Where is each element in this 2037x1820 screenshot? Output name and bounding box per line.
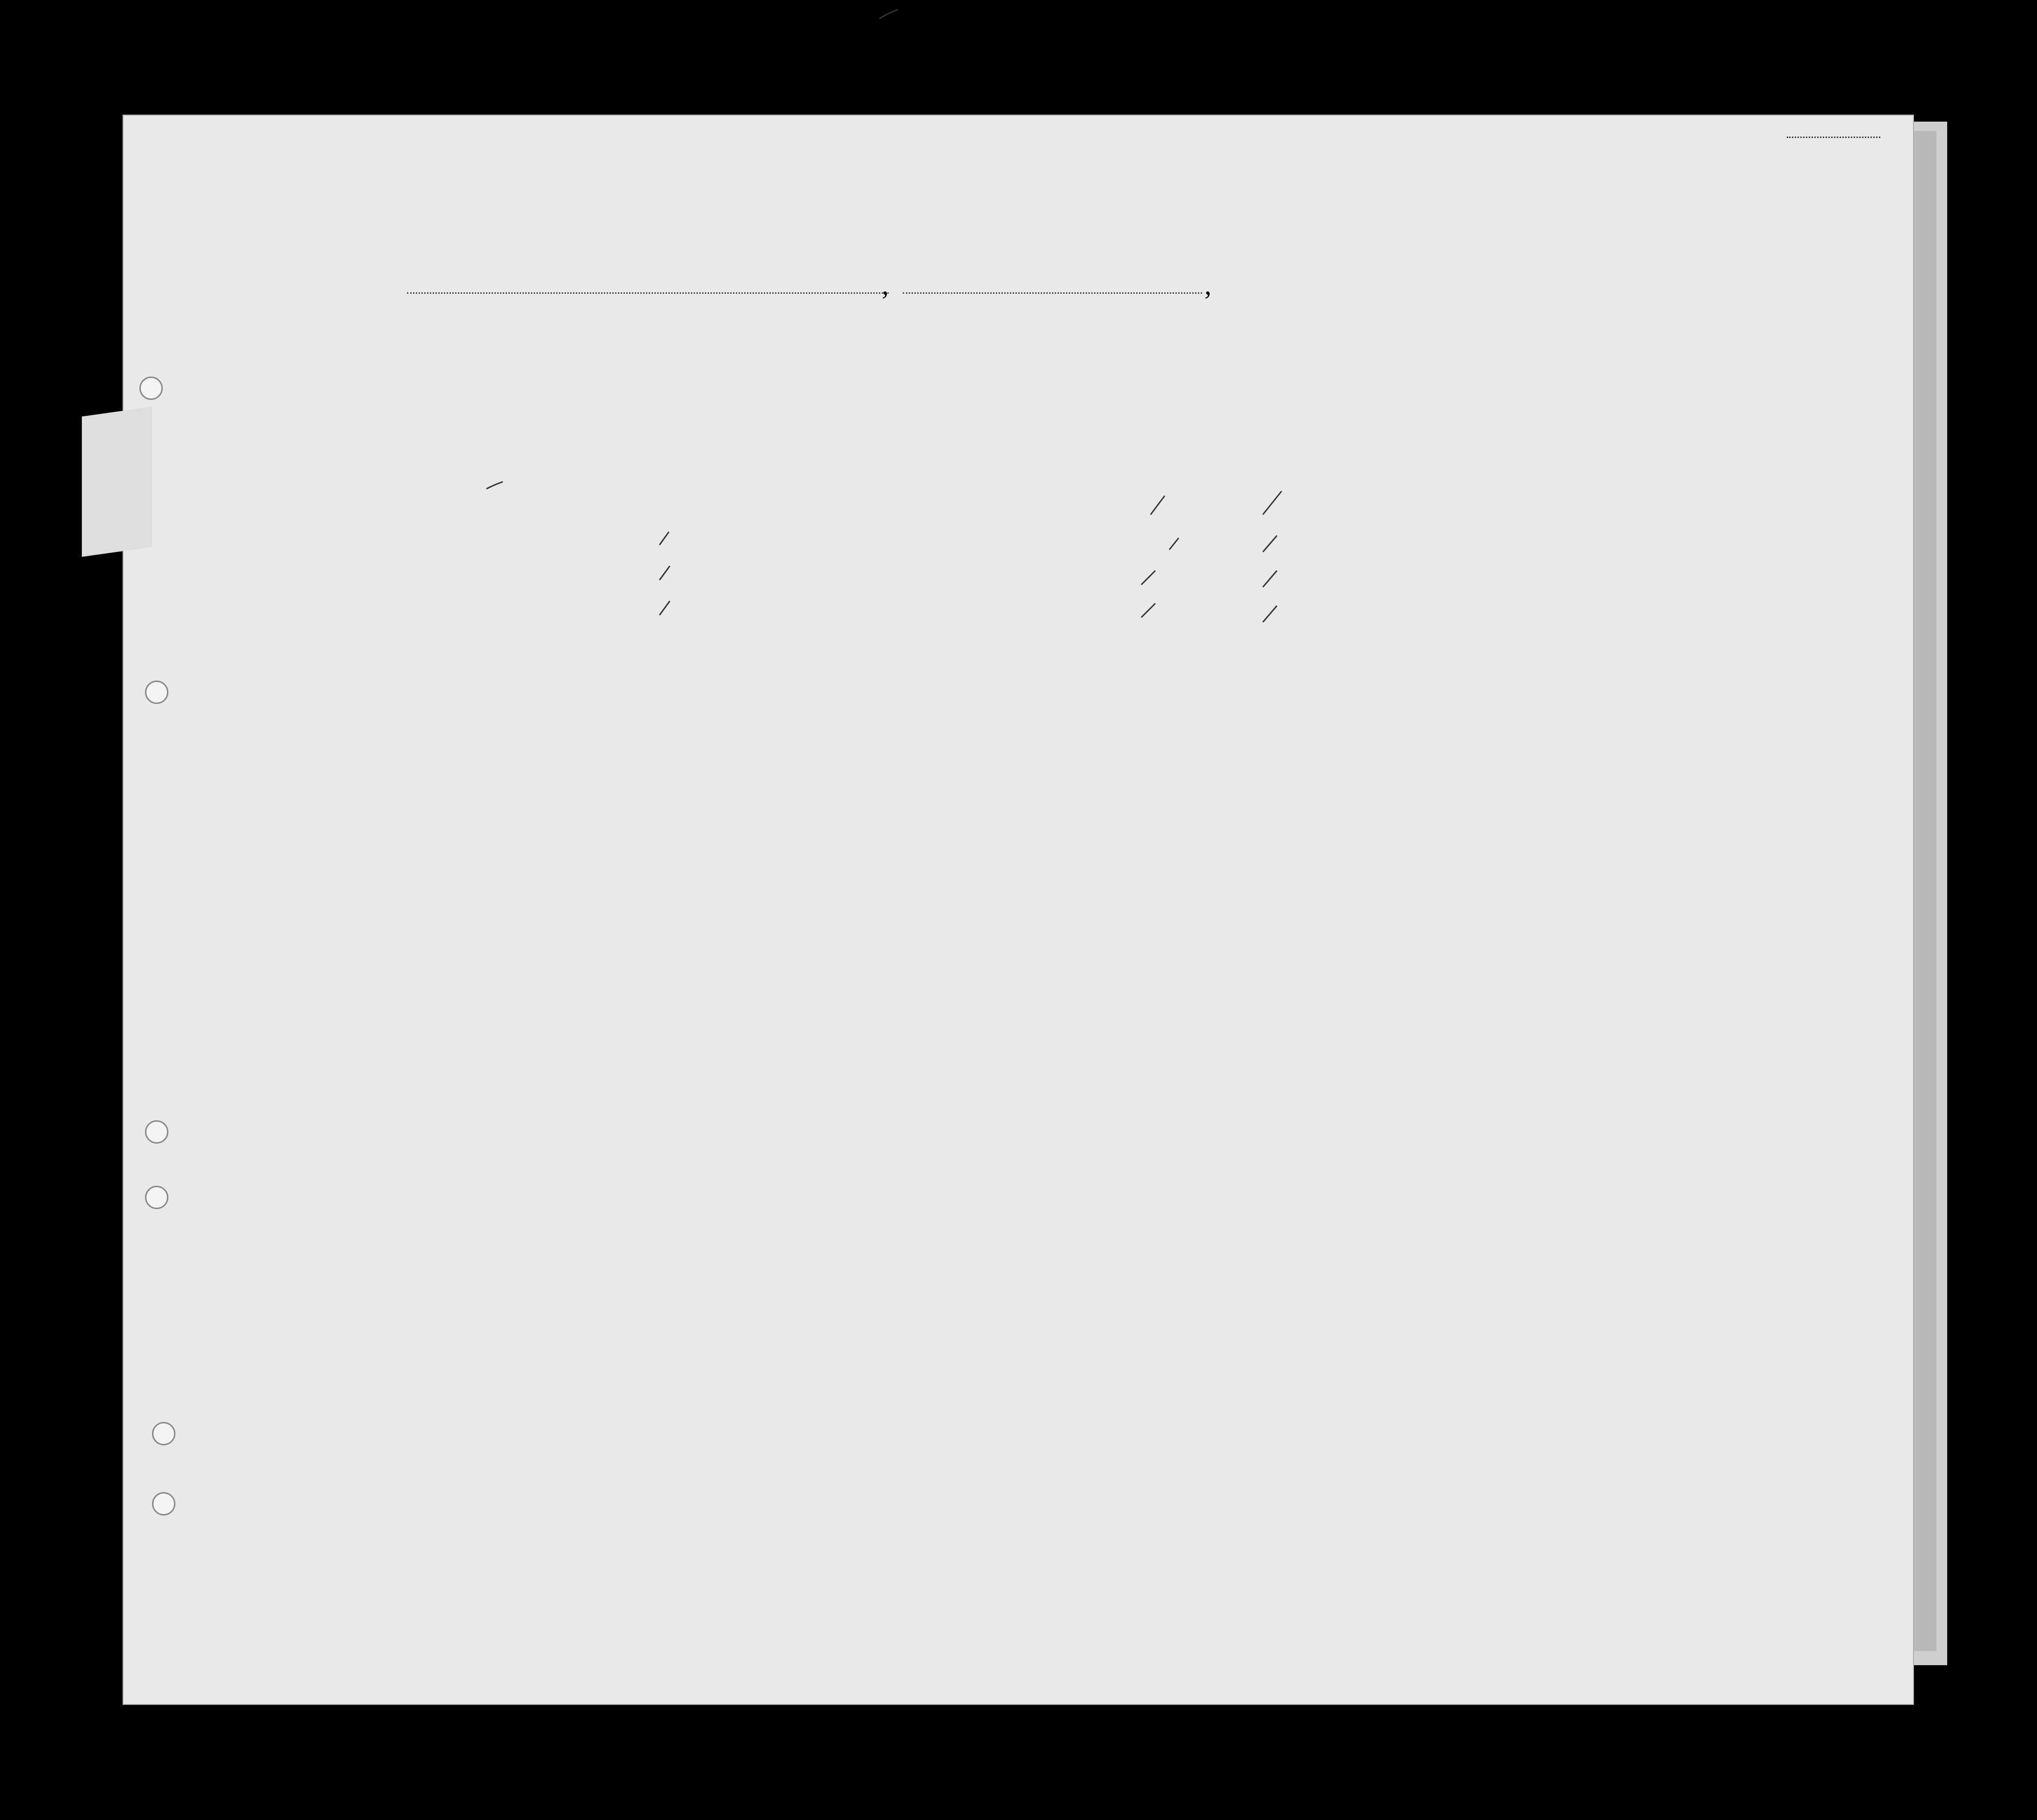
binder-hole (152, 1492, 175, 1515)
checkmark (1141, 603, 1155, 617)
checkmark (660, 601, 670, 615)
binder-hole (145, 1186, 168, 1209)
checkmark (660, 532, 669, 545)
binder-hole (139, 377, 163, 400)
comma: , (1204, 269, 1211, 300)
checkmark (1263, 606, 1277, 622)
checkmark (1151, 496, 1165, 515)
binder-hole (145, 1120, 168, 1144)
checkmark (1263, 571, 1277, 587)
checkmark (1141, 571, 1155, 585)
stray-mark (879, 9, 898, 19)
checkmark (660, 566, 670, 580)
binder-hole (152, 1422, 175, 1445)
binder-hole (145, 681, 168, 704)
checkmark (1263, 491, 1282, 515)
checkmark (1263, 536, 1277, 552)
checkmark (486, 482, 503, 489)
comma: , (882, 269, 889, 300)
checkmark (1169, 538, 1179, 550)
